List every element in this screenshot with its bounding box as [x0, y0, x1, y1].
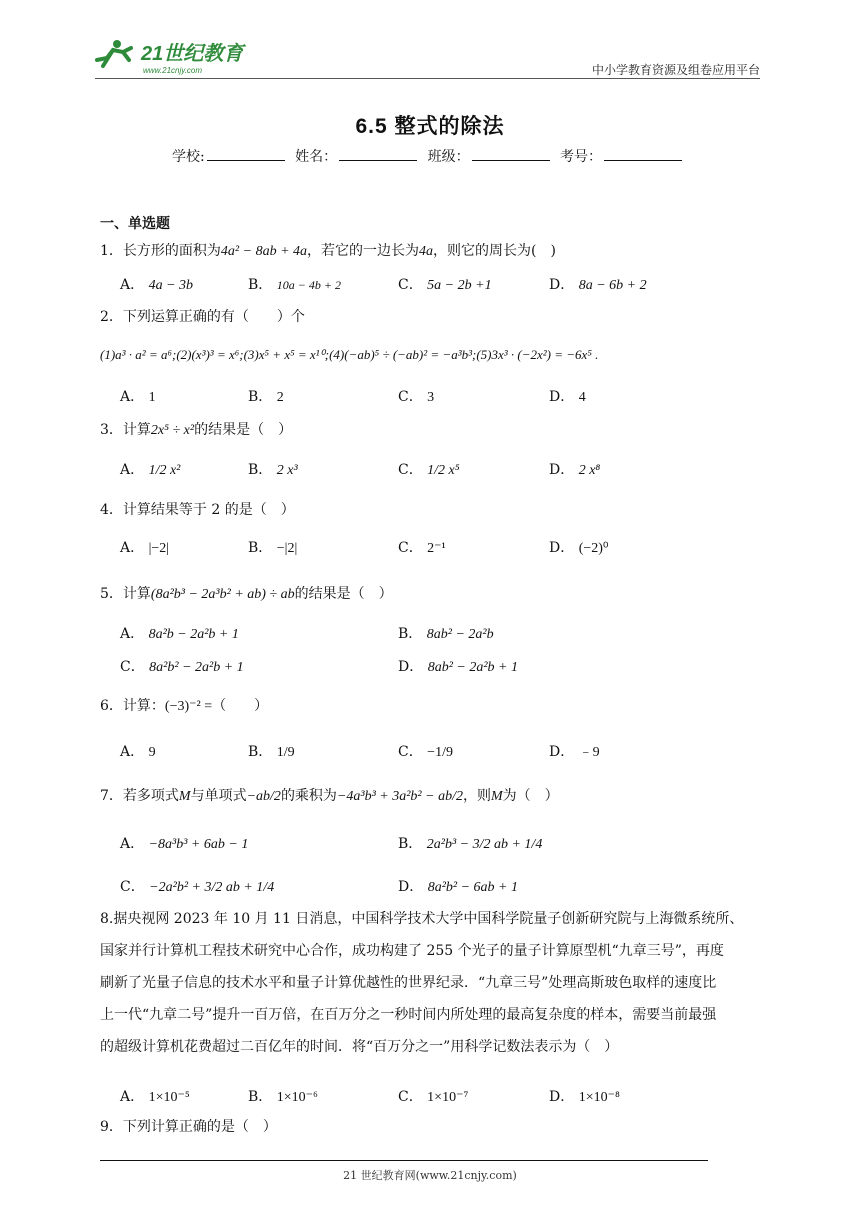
q1-option-a[interactable]: A． 4a − 3b: [120, 277, 194, 293]
q1-side: 4a: [419, 244, 434, 259]
question-6: 6．计算：(−3)⁻² =（ ）: [100, 698, 269, 714]
question-3: 3．计算2x⁵ ÷ x²的结果是（ ）: [100, 422, 293, 438]
question-7: 7．若多项式M与单项式−ab/2的乘积为−4a³b³ + 3a²b² − ab/2，则M为（ ）: [100, 788, 559, 804]
q2-expression: (1)a³ · a² = a⁶;(2)(x³)³ = x⁶;(3)x⁵ + x⁵ = x¹⁰;(4)(−ab)⁵ ÷ (−ab)² = −a³b³;(5)3x³ · (−2x²) = −6x⁵ .: [100, 347, 599, 362]
question-1: [100, 241, 556, 262]
q7-option-b[interactable]: B． 2a²b³ − 3/2 ab + 1/4: [398, 836, 543, 852]
q6-option-c[interactable]: C． −1/9: [398, 744, 453, 760]
q5-expr: (8a²b³ − 2a³b² + ab) ÷ ab: [150, 587, 295, 602]
q6-expr: (−3)⁻² =: [164, 699, 213, 714]
q1-option-c[interactable]: C． 5a − 2b +1: [398, 277, 492, 293]
question-2: 2．下列运算正确的有（ ）个: [100, 309, 305, 325]
q4-option-d[interactable]: D． (−2)⁰: [549, 540, 609, 556]
q2-option-a[interactable]: A． 1: [120, 389, 156, 405]
q1-pre: 长方形的面积为: [122, 243, 221, 259]
logo-21cnjy: [95, 36, 265, 76]
header-divider: [95, 78, 760, 79]
student-info-fields: [0, 146, 860, 166]
class-blank[interactable]: [472, 146, 550, 161]
question-9: 9．下列计算正确的是（ ）: [100, 1119, 277, 1135]
platform-label: 中小学教育资源及组卷应用平台: [591, 63, 760, 77]
q8-option-b[interactable]: B． 1×10⁻⁶: [248, 1089, 318, 1105]
section-heading: 一、单选题: [100, 216, 170, 232]
q8-line: 8.据央视网 2023 年 10 月 11 日消息，中国科学技术大学中国科学院量子创新研究院与上海微系统所、: [100, 911, 744, 927]
name-blank[interactable]: [339, 146, 417, 161]
q5-option-a[interactable]: A． 8a²b − 2a²b + 1: [120, 626, 239, 642]
question-5: 5．计算(8a²b³ − 2a³b² + ab) ÷ ab的结果是（ ）: [100, 586, 393, 602]
q1-post: ，则它的周长为( ): [433, 243, 556, 259]
q3-option-a[interactable]: A． 1/2 x²: [120, 462, 181, 478]
q7-option-d[interactable]: D． 8a²b² − 6ab + 1: [398, 879, 518, 895]
q3-option-c[interactable]: C． 1/2 x⁵: [398, 462, 460, 478]
q8-line: 的超级计算机花费超过二百亿年的时间．将“百万分之一”用科学记数法表示为（ ）: [100, 1039, 619, 1055]
name-label: 姓名：: [295, 149, 338, 165]
q8-option-d[interactable]: D． 1×10⁻⁸: [549, 1089, 620, 1105]
q6-option-b[interactable]: B． 1/9: [248, 744, 295, 760]
logo-text: 21世纪教育: [141, 43, 244, 65]
q6-option-d[interactable]: D． ﹣9: [549, 744, 600, 760]
question-4: 4．计算结果等于 2 的是（ ）: [100, 502, 295, 518]
q7-option-c[interactable]: C． −2a²b² + 3/2 ab + 1/4: [120, 879, 275, 895]
page-title: 6.5 整式的除法: [355, 115, 505, 138]
q8-line: 刷新了光量子信息的技术水平和量子计算优越性的世界纪录．“九章三号”处理高斯玻色取样的速度比: [100, 975, 717, 991]
q2-option-c[interactable]: C． 3: [398, 389, 435, 405]
q7-monomial: −ab/2: [246, 789, 281, 804]
school-blank[interactable]: [207, 146, 285, 161]
q1-mid: ，若它的一边长为: [307, 243, 420, 259]
q8-option-c[interactable]: C． 1×10⁻⁷: [398, 1089, 469, 1105]
q8-option-a[interactable]: A． 1×10⁻⁵: [120, 1089, 190, 1105]
q4-option-a[interactable]: A． |−2|: [120, 540, 170, 556]
q1-area-expr: 4a² − 8ab + 4a: [220, 244, 308, 259]
q5-option-c[interactable]: C． 8a²b² − 2a²b + 1: [120, 659, 244, 675]
q2-option-b[interactable]: B． 2: [248, 389, 284, 405]
q7-option-a[interactable]: A． −8a³b³ + 6ab − 1: [120, 836, 249, 852]
exam-no-label: 考号：: [560, 149, 603, 165]
page-footer: 21 世纪教育网(www.21cnjy.com): [343, 1169, 517, 1182]
school-label: 学校:: [171, 149, 205, 165]
class-label: 班级：: [427, 149, 470, 165]
q1-option-b[interactable]: B． 10a − 4b + 2: [248, 277, 341, 293]
question-8: [100, 903, 764, 1063]
q5-option-d[interactable]: D． 8ab² − 2a²b + 1: [398, 659, 518, 675]
q4-option-c[interactable]: C． 2⁻¹: [398, 540, 446, 556]
q4-option-b[interactable]: B． −|2|: [248, 540, 298, 556]
exam-no-blank[interactable]: [604, 146, 682, 161]
q2-option-d[interactable]: D． 4: [549, 389, 586, 405]
q8-line: 上一代“九章二号”提升一百万倍，在百万分之一秒时间内所处理的最高复杂度的样本，需要当前最强: [100, 1007, 717, 1023]
footer-divider: [100, 1160, 708, 1161]
q3-expr: 2x⁵ ÷ x²: [150, 423, 195, 438]
q3-option-b[interactable]: B． 2 x³: [248, 462, 298, 478]
q1-option-d[interactable]: D． 8a − 6b + 2: [549, 277, 647, 293]
q7-product: −4a³b³ + 3a²b² − ab/2: [336, 789, 463, 804]
q3-option-d[interactable]: D． 2 x⁸: [549, 462, 601, 478]
q1-number: 1．: [100, 243, 123, 259]
logo-url: www.21cnjy.com: [143, 66, 202, 75]
q5-option-b[interactable]: B． 8ab² − 2a²b: [398, 626, 494, 642]
q8-line: 国家并行计算机工程技术研究中心合作，成功构建了 255 个光子的量子计算原型机“九章三号”，再度: [100, 943, 724, 959]
q6-option-a[interactable]: A． 9: [120, 744, 156, 760]
page-header: [95, 36, 760, 78]
